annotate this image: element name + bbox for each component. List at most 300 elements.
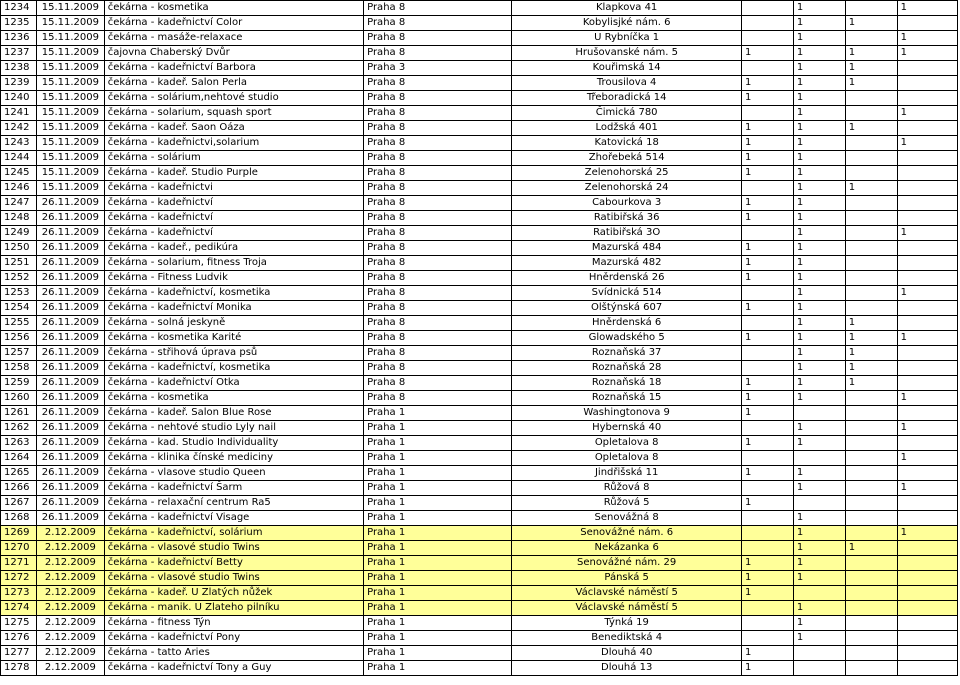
cell-c3 <box>845 436 897 451</box>
table-row <box>1 61 958 76</box>
cell-date: 2.12.2009 <box>36 661 104 676</box>
cell-date: 26.11.2009 <box>36 406 104 421</box>
cell-c1: 1 <box>742 571 794 586</box>
cell-city: Praha 8 <box>364 361 512 376</box>
cell-c1: 1 <box>742 121 794 136</box>
cell-c2: 1 <box>793 91 845 106</box>
cell-c1: 1 <box>742 271 794 286</box>
cell-c2: 1 <box>793 391 845 406</box>
cell-id: 1253 <box>1 286 37 301</box>
cell-addr: Hybernská 40 <box>512 421 742 436</box>
cell-c1 <box>742 481 794 496</box>
cell-addr: Dlouhá 13 <box>512 661 742 676</box>
cell-c4 <box>897 166 957 181</box>
cell-addr: Jindřišská 11 <box>512 466 742 481</box>
cell-c3 <box>845 511 897 526</box>
cell-c2 <box>793 661 845 676</box>
cell-id: 1269 <box>1 526 37 541</box>
cell-addr: Týnká 19 <box>512 616 742 631</box>
cell-c1 <box>742 631 794 646</box>
cell-c3 <box>845 271 897 286</box>
cell-id: 1272 <box>1 571 37 586</box>
cell-c1: 1 <box>742 76 794 91</box>
cell-c1: 1 <box>742 586 794 601</box>
cell-addr: Kouřimská 14 <box>512 61 742 76</box>
cell-city: Praha 1 <box>364 481 512 496</box>
cell-c4 <box>897 571 957 586</box>
cell-addr: Zelenohorská 24 <box>512 181 742 196</box>
cell-c4: 1 <box>897 451 957 466</box>
cell-c1: 1 <box>742 466 794 481</box>
table-row <box>1 76 958 91</box>
cell-c1 <box>742 541 794 556</box>
cell-city: Praha 8 <box>364 301 512 316</box>
cell-date: 2.12.2009 <box>36 586 104 601</box>
cell-c4 <box>897 346 957 361</box>
cell-c3 <box>845 601 897 616</box>
cell-c2: 1 <box>793 421 845 436</box>
cell-date: 2.12.2009 <box>36 616 104 631</box>
table-row <box>1 136 958 151</box>
cell-c4 <box>897 301 957 316</box>
cell-city: Praha 8 <box>364 121 512 136</box>
cell-id: 1250 <box>1 241 37 256</box>
cell-c4 <box>897 631 957 646</box>
cell-desc: čekárna - kadeřnictví Šarm <box>104 481 363 496</box>
cell-id: 1251 <box>1 256 37 271</box>
cell-addr: Nekázanka 6 <box>512 541 742 556</box>
cell-c2 <box>793 586 845 601</box>
cell-c1 <box>742 616 794 631</box>
cell-c1: 1 <box>742 406 794 421</box>
cell-c4: 1 <box>897 481 957 496</box>
cell-desc: čajovna Chaberský Dvůr <box>104 46 363 61</box>
cell-desc: čekárna - vlasové studio Twins <box>104 541 363 556</box>
cell-c3 <box>845 241 897 256</box>
table-row <box>1 166 958 181</box>
table-row <box>1 436 958 451</box>
cell-c2: 1 <box>793 241 845 256</box>
cell-c1 <box>742 31 794 46</box>
cell-addr: U Rybníčka 1 <box>512 31 742 46</box>
cell-date: 26.11.2009 <box>36 286 104 301</box>
cell-c2: 1 <box>793 226 845 241</box>
cell-id: 1247 <box>1 196 37 211</box>
cell-c2: 1 <box>793 331 845 346</box>
cell-id: 1264 <box>1 451 37 466</box>
cell-desc: čekárna - kadeřnictví, kosmetika <box>104 286 363 301</box>
cell-c1: 1 <box>742 91 794 106</box>
cell-c3 <box>845 31 897 46</box>
cell-addr: Hněrdenská 6 <box>512 316 742 331</box>
cell-city: Praha 1 <box>364 466 512 481</box>
cell-c3: 1 <box>845 121 897 136</box>
cell-id: 1244 <box>1 151 37 166</box>
cell-c3: 1 <box>845 61 897 76</box>
cell-date: 15.11.2009 <box>36 31 104 46</box>
cell-date: 15.11.2009 <box>36 46 104 61</box>
cell-id: 1241 <box>1 106 37 121</box>
cell-city: Praha 1 <box>364 496 512 511</box>
cell-c4 <box>897 601 957 616</box>
table-row <box>1 31 958 46</box>
cell-id: 1242 <box>1 121 37 136</box>
cell-addr: Senovážné nám. 29 <box>512 556 742 571</box>
cell-id: 1260 <box>1 391 37 406</box>
table-row <box>1 526 958 541</box>
table-row <box>1 361 958 376</box>
cell-c3: 1 <box>845 376 897 391</box>
cell-c4 <box>897 121 957 136</box>
cell-desc: čekárna - kosmetika Karité <box>104 331 363 346</box>
table-row <box>1 241 958 256</box>
cell-id: 1237 <box>1 46 37 61</box>
cell-c4: 1 <box>897 391 957 406</box>
cell-date: 26.11.2009 <box>36 211 104 226</box>
cell-desc: čekárna - fitness Týn <box>104 616 363 631</box>
table-row <box>1 91 958 106</box>
cell-date: 26.11.2009 <box>36 376 104 391</box>
cell-c3 <box>845 526 897 541</box>
cell-c2: 1 <box>793 301 845 316</box>
cell-c3: 1 <box>845 16 897 31</box>
cell-c4: 1 <box>897 286 957 301</box>
cell-c3: 1 <box>845 346 897 361</box>
cell-c4 <box>897 556 957 571</box>
cell-c3 <box>845 406 897 421</box>
cell-date: 2.12.2009 <box>36 601 104 616</box>
cell-c3 <box>845 106 897 121</box>
cell-c3 <box>845 616 897 631</box>
cell-c2: 1 <box>793 121 845 136</box>
cell-c4 <box>897 16 957 31</box>
cell-id: 1257 <box>1 346 37 361</box>
cell-desc: čekárna - kadeřnictví Monika <box>104 301 363 316</box>
cell-addr: Senovážná 8 <box>512 511 742 526</box>
cell-city: Praha 1 <box>364 631 512 646</box>
cell-id: 1239 <box>1 76 37 91</box>
cell-addr: Růžová 5 <box>512 496 742 511</box>
cell-id: 1270 <box>1 541 37 556</box>
table-row <box>1 16 958 31</box>
cell-c2 <box>793 646 845 661</box>
cell-date: 26.11.2009 <box>36 331 104 346</box>
cell-c3 <box>845 451 897 466</box>
cell-c2: 1 <box>793 271 845 286</box>
table-row <box>1 391 958 406</box>
table-row <box>1 481 958 496</box>
cell-desc: čekárna - kosmetika <box>104 1 363 16</box>
cell-c2: 1 <box>793 571 845 586</box>
cell-c1 <box>742 601 794 616</box>
table-row <box>1 451 958 466</box>
cell-date: 2.12.2009 <box>36 571 104 586</box>
cell-c3 <box>845 91 897 106</box>
cell-city: Praha 1 <box>364 616 512 631</box>
cell-c1 <box>742 181 794 196</box>
cell-city: Praha 8 <box>364 181 512 196</box>
cell-city: Praha 1 <box>364 556 512 571</box>
cell-id: 1255 <box>1 316 37 331</box>
cell-c4 <box>897 91 957 106</box>
cell-c4 <box>897 151 957 166</box>
cell-city: Praha 1 <box>364 406 512 421</box>
cell-city: Praha 8 <box>364 391 512 406</box>
cell-desc: čekárna - kadeřnictví Color <box>104 16 363 31</box>
cell-id: 1249 <box>1 226 37 241</box>
cell-id: 1243 <box>1 136 37 151</box>
cell-date: 15.11.2009 <box>36 1 104 16</box>
cell-date: 2.12.2009 <box>36 541 104 556</box>
cell-c2: 1 <box>793 526 845 541</box>
cell-city: Praha 3 <box>364 61 512 76</box>
cell-desc: čekárna - kadeřnictví Pony <box>104 631 363 646</box>
cell-desc: čekárna - solárium,nehtové studio <box>104 91 363 106</box>
cell-addr: Senovážné nám. 6 <box>512 526 742 541</box>
cell-city: Praha 8 <box>364 196 512 211</box>
cell-c3 <box>845 661 897 676</box>
cell-c1: 1 <box>742 661 794 676</box>
cell-c4 <box>897 181 957 196</box>
cell-date: 15.11.2009 <box>36 61 104 76</box>
cell-city: Praha 8 <box>364 256 512 271</box>
cell-addr: Benediktská 4 <box>512 631 742 646</box>
cell-c3 <box>845 391 897 406</box>
cell-c4 <box>897 646 957 661</box>
cell-id: 1258 <box>1 361 37 376</box>
cell-c2 <box>793 406 845 421</box>
cell-c3: 1 <box>845 46 897 61</box>
cell-c3 <box>845 586 897 601</box>
table-row <box>1 331 958 346</box>
cell-addr: Dlouhá 40 <box>512 646 742 661</box>
cell-c1: 1 <box>742 646 794 661</box>
cell-id: 1277 <box>1 646 37 661</box>
cell-c4: 1 <box>897 46 957 61</box>
cell-c1: 1 <box>742 331 794 346</box>
cell-c1: 1 <box>742 166 794 181</box>
cell-c3 <box>845 211 897 226</box>
table-row <box>1 1 958 16</box>
cell-addr: Opletalova 8 <box>512 436 742 451</box>
cell-c3: 1 <box>845 76 897 91</box>
cell-city: Praha 8 <box>364 91 512 106</box>
cell-c4: 1 <box>897 421 957 436</box>
cell-city: Praha 8 <box>364 31 512 46</box>
cell-c4 <box>897 661 957 676</box>
cell-c2: 1 <box>793 316 845 331</box>
cell-desc: čekárna - klinika čínské mediciny <box>104 451 363 466</box>
cell-c4: 1 <box>897 106 957 121</box>
cell-c1: 1 <box>742 391 794 406</box>
cell-desc: čekárna - nehtové studio Lyly nail <box>104 421 363 436</box>
cell-c4 <box>897 211 957 226</box>
cell-date: 26.11.2009 <box>36 466 104 481</box>
cell-c2: 1 <box>793 76 845 91</box>
cell-c2: 1 <box>793 511 845 526</box>
cell-desc: čekárna - kadeřnictví, kosmetika <box>104 361 363 376</box>
cell-date: 26.11.2009 <box>36 241 104 256</box>
cell-desc: čekárna - kadeřnictvi <box>104 181 363 196</box>
cell-addr: Katovická 18 <box>512 136 742 151</box>
cell-desc: čekárna - solarium, squash sport <box>104 106 363 121</box>
cell-city: Praha 8 <box>364 331 512 346</box>
cell-c1: 1 <box>742 151 794 166</box>
cell-c2: 1 <box>793 256 845 271</box>
cell-c3 <box>845 481 897 496</box>
table-row <box>1 511 958 526</box>
cell-addr: Zelenohorská 25 <box>512 166 742 181</box>
cell-addr: Kobylisjké nám. 6 <box>512 16 742 31</box>
cell-addr: Washingtonova 9 <box>512 406 742 421</box>
cell-city: Praha 1 <box>364 421 512 436</box>
cell-addr: Opletalova 8 <box>512 451 742 466</box>
table-row <box>1 616 958 631</box>
cell-id: 1278 <box>1 661 37 676</box>
cell-c2: 1 <box>793 436 845 451</box>
cell-desc: čekárna - kadeřnictví Tony a Guy <box>104 661 363 676</box>
cell-date: 26.11.2009 <box>36 496 104 511</box>
cell-desc: čekárna - tatto Aries <box>104 646 363 661</box>
cell-c4 <box>897 616 957 631</box>
cell-c2: 1 <box>793 16 845 31</box>
cell-c1: 1 <box>742 46 794 61</box>
cell-addr: Roznaňská 15 <box>512 391 742 406</box>
cell-c4: 1 <box>897 526 957 541</box>
cell-city: Praha 1 <box>364 541 512 556</box>
table-row <box>1 466 958 481</box>
cell-c2: 1 <box>793 601 845 616</box>
cell-city: Praha 1 <box>364 661 512 676</box>
cell-c3: 1 <box>845 316 897 331</box>
cell-id: 1240 <box>1 91 37 106</box>
cell-c1: 1 <box>742 211 794 226</box>
cell-city: Praha 8 <box>364 16 512 31</box>
cell-c2: 1 <box>793 31 845 46</box>
cell-c2: 1 <box>793 151 845 166</box>
cell-addr: Trousilova 4 <box>512 76 742 91</box>
cell-id: 1271 <box>1 556 37 571</box>
cell-c2: 1 <box>793 61 845 76</box>
table-row <box>1 46 958 61</box>
cell-c1 <box>742 511 794 526</box>
cell-c3 <box>845 196 897 211</box>
cell-date: 15.11.2009 <box>36 76 104 91</box>
cell-id: 1263 <box>1 436 37 451</box>
cell-c2: 1 <box>793 196 845 211</box>
cell-c4: 1 <box>897 1 957 16</box>
cell-city: Praha 1 <box>364 571 512 586</box>
cell-date: 15.11.2009 <box>36 16 104 31</box>
cell-c1: 1 <box>742 256 794 271</box>
cell-c2: 1 <box>793 1 845 16</box>
cell-c4 <box>897 511 957 526</box>
cell-c4 <box>897 436 957 451</box>
table-row <box>1 586 958 601</box>
cell-addr: Ratibiřská 3O <box>512 226 742 241</box>
cell-c4 <box>897 541 957 556</box>
cell-city: Praha 8 <box>364 136 512 151</box>
cell-c3: 1 <box>845 331 897 346</box>
cell-date: 26.11.2009 <box>36 301 104 316</box>
cell-desc: čekárna - vlasové studio Twins <box>104 571 363 586</box>
cell-city: Praha 8 <box>364 226 512 241</box>
cell-addr: Lodžská 401 <box>512 121 742 136</box>
table-row <box>1 106 958 121</box>
cell-desc: čekárna - Fitness Ludvik <box>104 271 363 286</box>
table-row <box>1 646 958 661</box>
table-row <box>1 571 958 586</box>
cell-city: Praha 1 <box>364 451 512 466</box>
cell-date: 26.11.2009 <box>36 226 104 241</box>
cell-c1 <box>742 226 794 241</box>
cell-city: Praha 8 <box>364 76 512 91</box>
cell-date: 15.11.2009 <box>36 106 104 121</box>
cell-c4 <box>897 316 957 331</box>
table-row <box>1 211 958 226</box>
cell-date: 2.12.2009 <box>36 646 104 661</box>
cell-desc: čekárna - kadeřnictví Betty <box>104 556 363 571</box>
table-row <box>1 316 958 331</box>
cell-desc: čekárna - kadeřnictvi,solarium <box>104 136 363 151</box>
cell-id: 1236 <box>1 31 37 46</box>
cell-c1: 1 <box>742 376 794 391</box>
cell-date: 26.11.2009 <box>36 256 104 271</box>
cell-city: Praha 1 <box>364 601 512 616</box>
cell-id: 1275 <box>1 616 37 631</box>
cell-c2: 1 <box>793 286 845 301</box>
cell-c2: 1 <box>793 181 845 196</box>
cell-city: Praha 1 <box>364 646 512 661</box>
cell-c4 <box>897 586 957 601</box>
cell-c3 <box>845 571 897 586</box>
cell-desc: čekárna - vlasove studio Queen <box>104 466 363 481</box>
cell-city: Praha 8 <box>364 286 512 301</box>
cell-c1 <box>742 16 794 31</box>
cell-c4 <box>897 241 957 256</box>
cell-c1: 1 <box>742 556 794 571</box>
cell-city: Praha 8 <box>364 106 512 121</box>
cell-date: 15.11.2009 <box>36 136 104 151</box>
cell-addr: Václavské náměstí 5 <box>512 586 742 601</box>
cell-id: 1261 <box>1 406 37 421</box>
cell-c2: 1 <box>793 556 845 571</box>
cell-addr: Hrušovanské nám. 5 <box>512 46 742 61</box>
cell-date: 26.11.2009 <box>36 271 104 286</box>
cell-date: 26.11.2009 <box>36 436 104 451</box>
cell-date: 15.11.2009 <box>36 91 104 106</box>
cell-addr: Mazurská 482 <box>512 256 742 271</box>
cell-desc: čekárna - kadeřnictví <box>104 211 363 226</box>
cell-c2: 1 <box>793 166 845 181</box>
cell-addr: Roznaňská 18 <box>512 376 742 391</box>
cell-c4 <box>897 466 957 481</box>
table-row <box>1 376 958 391</box>
cell-id: 1256 <box>1 331 37 346</box>
cell-city: Praha 8 <box>364 151 512 166</box>
cell-c2: 1 <box>793 106 845 121</box>
cell-c1: 1 <box>742 241 794 256</box>
cell-city: Praha 8 <box>364 166 512 181</box>
cell-date: 26.11.2009 <box>36 451 104 466</box>
cell-desc: čekárna - kadeřnictví <box>104 226 363 241</box>
cell-c2: 1 <box>793 46 845 61</box>
table-row <box>1 181 958 196</box>
cell-c2: 1 <box>793 631 845 646</box>
table-row <box>1 556 958 571</box>
cell-date: 26.11.2009 <box>36 196 104 211</box>
cell-c2: 1 <box>793 541 845 556</box>
